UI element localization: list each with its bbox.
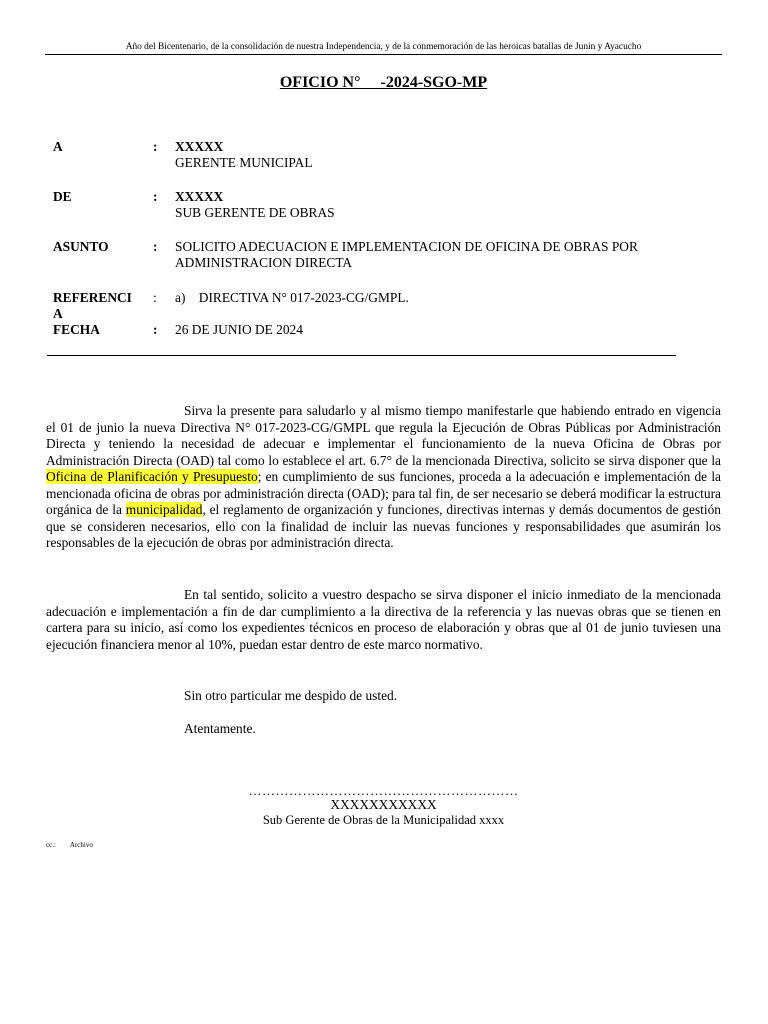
body-paragraph-2 [46, 587, 721, 653]
to-name: XXXXX [175, 139, 224, 154]
from-value [175, 189, 695, 221]
reference-value: a) DIRECTIVA N° 017-2023-CG/GMPL. [175, 290, 409, 305]
highlight-planning-office: Oficina de Planificación y Presupuesto [46, 469, 258, 484]
to-value [175, 139, 695, 171]
to-role: GERENTE MUNICIPAL [175, 155, 313, 170]
to-label: A [53, 139, 63, 154]
from-role: SUB GERENTE DE OBRAS [175, 205, 335, 220]
from-colon: : [153, 189, 158, 204]
copy-to [46, 841, 93, 849]
from-name: XXXXX [175, 189, 224, 204]
from-label: DE [53, 189, 72, 204]
reference-label: REFERENCIA [53, 290, 132, 321]
date-label: FECHA [53, 322, 100, 337]
header-divider [45, 54, 722, 55]
signer-role: Sub Gerente de Obras de la Municipalidad xxxx [262, 813, 505, 827]
to-colon: : [153, 139, 158, 154]
date-value: 26 DE JUNIO DE 2024 [175, 322, 303, 337]
cc-label: cc.: [46, 841, 56, 849]
signer-name: XXXXXXXXXXX [330, 797, 437, 812]
date-colon: : [153, 322, 158, 337]
year-motto: Año del Bicentenario, de la consolidación de nuestra Independencia, y de la conmemoración de las heroicas batallas de Junín y Ayacucho [125, 42, 642, 52]
body-paragraph-1 [46, 403, 721, 552]
paragraph-1-text-a: Sirva la presente para saludarlo y al mismo tiempo manifestarle que habiendo entrado en vigencia el 01 de junio la nueva Directiva N° 017-2023-CG/GMPL que regula la Ejecución de Obras Públicas por Administración Directa y teniendo la necesidad de adecuar e implementar el funcionamiento de la nueva Oficina de Obras por Administración Directa (OAD) tal como lo establece el art. 6.7° de la mencionada Directiva, solicito se sirva disponer que la [46, 403, 721, 468]
paragraph-1-text-c: , el reglamento de organización y funciones, directivas internas y demás documentos de gestión que se consideren necesarios, ello con la finalidad de incluir las nuevas funciones y responsabilidades que asumirán los responsables de la ejecución de obras por administración directa. [46, 502, 721, 550]
subject-label: ASUNTO [53, 239, 109, 254]
paragraph-2-text: En tal sentido, solicito a vuestro despacho se sirva disponer el inicio inmediato de la mencionada adecuación e implementación a fin de dar cumplimiento a la directiva de la referencia y las nuevas obras que se tienen en cartera para su inicio, así como los expedientes técnicos en proceso de elaboración y obras que al 01 de junio tuviesen una ejecución financiera menor al 10%, puedan estar dentro de este marco normativo. [46, 587, 721, 652]
highlight-municipality: municipalidad [125, 502, 203, 517]
regards-line: Atentamente. [184, 721, 256, 736]
subject-colon: : [153, 239, 158, 254]
closing-line: Sin otro particular me despido de usted. [184, 688, 398, 703]
signature-line: …………………………………………………… [248, 783, 519, 798]
cc-value: Archivo [69, 841, 93, 849]
document-title: OFICIO N° -2024-SGO-MP [279, 74, 488, 91]
paragraph-1-text-b: ; en cumplimiento de sus funciones, proceda a la adecuación e implementación de la mencionada oficina de obras por administración directa (OAD); para tal fin, de ser necesario se deberá modificar la estructura orgánica de la [46, 469, 721, 517]
reference-colon: : [153, 290, 157, 305]
subject-value: SOLICITO ADECUACION E IMPLEMENTACION DE OFICINA DE OBRAS POR ADMINISTRACION DIRECTA [175, 239, 638, 270]
body-divider [47, 355, 676, 356]
